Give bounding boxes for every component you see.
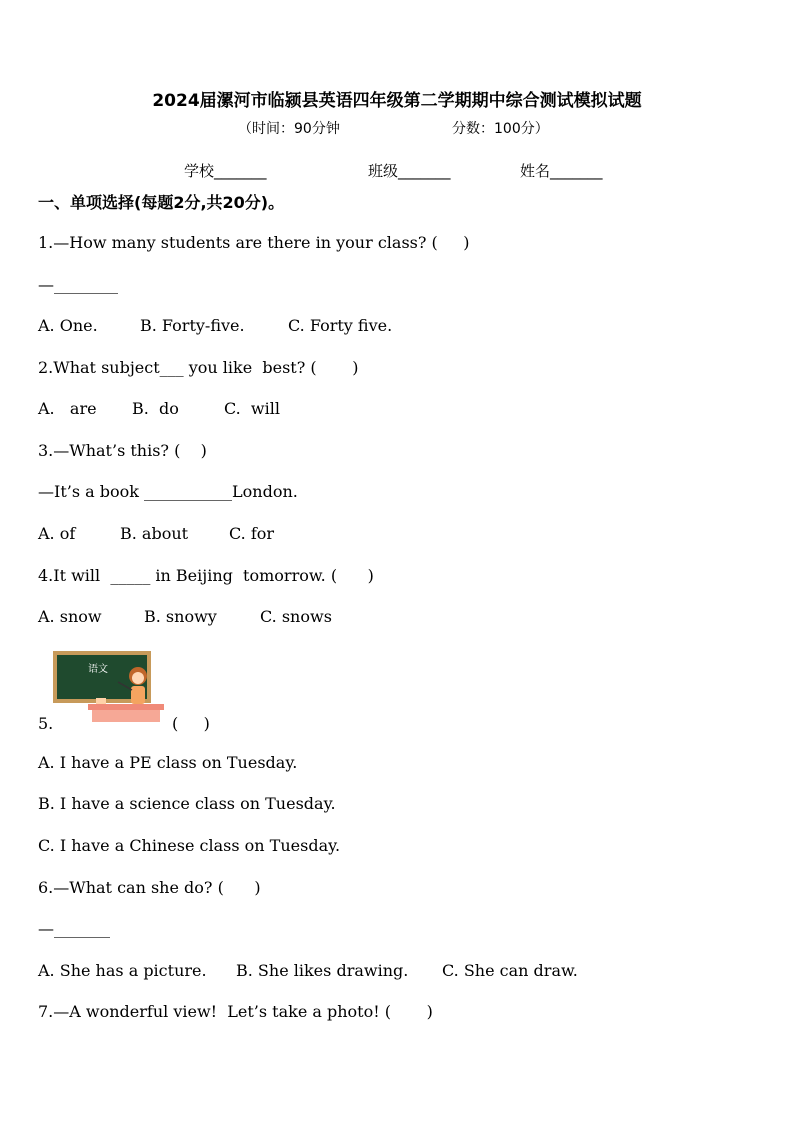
name-field: 姓名_______ xyxy=(520,162,603,180)
question-2-option-c: C. will xyxy=(224,399,280,418)
teacher-blackboard-illustration xyxy=(52,650,164,724)
time-label: （时间：90分钟 xyxy=(238,121,340,137)
question-6-stem: 6.—What can she do? ( ) xyxy=(38,878,261,897)
question-6-answer: —_______ xyxy=(38,919,110,938)
class-field: 班级_______ xyxy=(368,162,451,180)
question-5-option-b: B. I have a science class on Tuesday. xyxy=(38,794,336,813)
score-label: 分数：100分） xyxy=(452,121,549,137)
desk-top xyxy=(88,704,164,710)
blackboard-text: 语文 xyxy=(88,664,108,675)
question-5-option-a: A. I have a PE class on Tuesday. xyxy=(38,753,298,772)
question-6-option-a: A. She has a picture. xyxy=(38,961,207,980)
section-title: 一、单项选择(每题2分,共20分)。 xyxy=(38,193,285,212)
question-6-option-c: C. She can draw. xyxy=(442,961,578,980)
school-field: 学校_______ xyxy=(184,162,267,180)
question-3-option-b: B. about xyxy=(120,524,189,543)
question-3-option-c: C. for xyxy=(229,524,275,543)
question-5-paren: ( ) xyxy=(172,714,210,733)
question-5-option-c: C. I have a Chinese class on Tuesday. xyxy=(38,836,341,855)
teacher-body xyxy=(131,686,145,704)
question-7-stem: 7.—A wonderful view! Let’s take a photo! ( ) xyxy=(38,1002,433,1021)
question-1-option-a: A. One. xyxy=(38,316,98,335)
question-6-option-b: B. She likes drawing. xyxy=(236,961,409,980)
question-2-stem: 2.What subject___ you like best? ( ) xyxy=(38,358,359,377)
question-4-option-b: B. snowy xyxy=(144,607,217,626)
question-1-option-c: C. Forty five. xyxy=(288,316,393,335)
page-title: 2024届漯河市临颍县英语四年级第二学期期中综合测试模拟试题 xyxy=(152,91,642,111)
book-icon xyxy=(96,698,106,704)
question-1-option-b: B. Forty-five. xyxy=(140,316,245,335)
question-4-option-c: C. snows xyxy=(260,607,332,626)
question-5-number: 5. xyxy=(38,714,54,733)
question-1-answer: —________ xyxy=(38,275,118,294)
question-2-option-a: A. are xyxy=(38,399,97,418)
question-3-stem: 3.—What’s this? ( ) xyxy=(38,441,207,460)
question-4-option-a: A. snow xyxy=(38,607,102,626)
teacher-face xyxy=(132,672,144,684)
question-3-option-a: A. of xyxy=(38,524,76,543)
desk-front xyxy=(92,710,160,722)
question-3-answer: —It’s a book ___________London. xyxy=(38,482,298,501)
question-2-option-b: B. do xyxy=(132,399,179,418)
question-1-stem: 1.—How many students are there in your class? ( ) xyxy=(38,233,470,252)
question-4-stem: 4.It will _____ in Beijing tomorrow. ( ) xyxy=(38,566,374,585)
